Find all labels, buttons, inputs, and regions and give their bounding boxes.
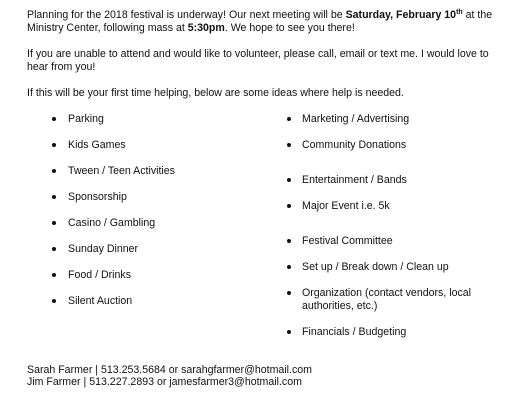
list-item-label: Parking: [68, 113, 104, 125]
bullet-icon: [52, 169, 56, 173]
bullet-icon: [52, 247, 56, 251]
bullet-icon: [287, 265, 291, 269]
contact-jim: Jim Farmer | 513.227.2893 or jamesfarmer3@hotmail.com: [27, 376, 302, 388]
list-item-label: Set up / Break down / Clean up: [302, 261, 449, 273]
bullet-icon: [52, 143, 56, 147]
bullet-icon: [287, 291, 291, 295]
meeting-date: Saturday, February 10: [345, 9, 457, 21]
intro-paragraph-volunteer: If you are unable to attend and would like to volunteer, please call, email or text me. I would love to hear from you!: [27, 48, 489, 73]
bullet-icon: [287, 117, 291, 121]
intro-paragraph-meeting: [27, 9, 503, 35]
meeting-time: 5:30pm: [187, 22, 225, 34]
intro-text-3: . We hope to see you there!: [224, 22, 355, 34]
list-item-label: Tween / Teen Activities: [68, 165, 175, 177]
list-item-label: Food / Drinks: [68, 269, 131, 281]
list-item-label: Community Donations: [302, 139, 407, 151]
bullet-icon: [52, 299, 56, 303]
list-item-label: Sunday Dinner: [68, 243, 139, 255]
list-item-label: Festival Committee: [302, 235, 393, 247]
bullet-icon: [287, 330, 291, 334]
list-item-label: Sponsorship: [68, 191, 127, 203]
bullet-icon: [52, 221, 56, 225]
bullet-icon: [287, 178, 291, 182]
intro-text-1: Planning for the 2018 festival is underway! Our next meeting will be: [27, 9, 346, 21]
list-item-label: Entertainment / Bands: [302, 174, 407, 186]
list-item-label: Casino / Gambling: [68, 217, 156, 229]
meeting-date-suffix: th: [456, 9, 463, 16]
intro-text-2: at the Ministry Center, following mass at: [27, 9, 493, 34]
bullet-icon: [52, 117, 56, 121]
list-item-label: Kids Games: [68, 139, 126, 151]
list-item-label: Financials / Budgeting: [302, 326, 407, 338]
bullet-icon: [287, 143, 291, 147]
list-item-label: Marketing / Advertising: [302, 113, 410, 125]
bullet-icon: [287, 204, 291, 208]
bullet-icon: [52, 273, 56, 277]
intro-paragraph-ideas: If this will be your first time helping, below are some ideas where help is needed.: [27, 87, 404, 99]
bullet-icon: [52, 195, 56, 199]
contact-sarah: Sarah Farmer | 513.253.5684 or sarahgfarmer@hotmail.com: [27, 364, 312, 376]
list-item-label: Silent Auction: [68, 295, 133, 307]
list-item-label: Major Event i.e. 5k: [302, 200, 390, 212]
list-item-label: Organization (contact vendors, local authorities, etc.): [302, 287, 471, 312]
bullet-icon: [287, 239, 291, 243]
